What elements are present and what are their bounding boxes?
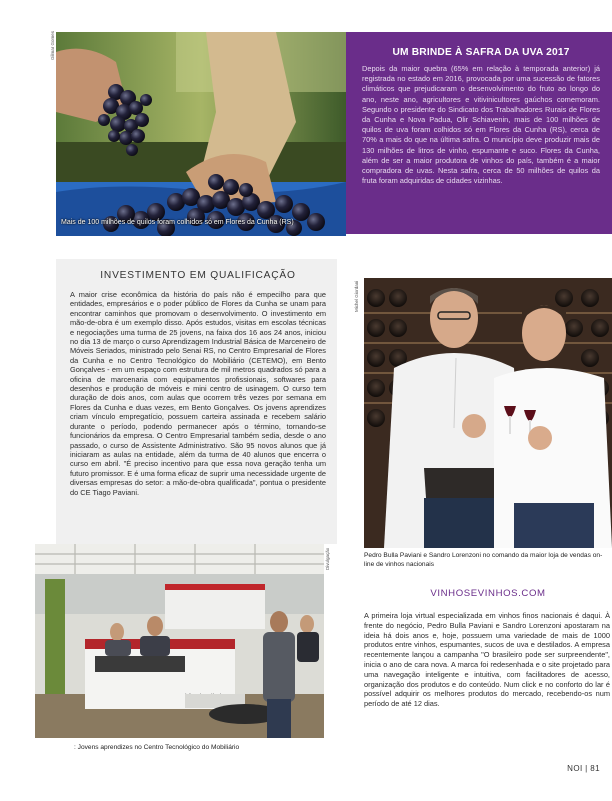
investimento-body-text: A maior crise econômica da história do país não é empecilho para que entidades, empresários e o poder público de Flores da Cunha se unam para encontrar caminhos que promovam o desenvolvimento. O investimento em mão-de-obra é um exemplo disso. Após estudos, visitas em escolas técnicas e negociações uma turma de 25 jovens, na faixa dos 16 aos 24 anos, iniciou no dia 13 de março o curso Aprendizagem Industrial Básica de Marceneiro de Móveis Seriados, ministrado pelo Senai RS, no Centro Empresarial de Flores da Cunha e no Centro Tecnológico do Mobiliário (CETEMO), em Bento Gonçalves - em um espaço com estrutura de mil metros quadrados só para a oficina de marcenaria com equipamentos profissionais, softwares para desenhos e produção de móveis e mini centro de usinagem. O curso tem duração de dois anos, com aulas que ocorrem três vezes por semana em Flores da Cunha e duas vezes, em Bento Gonçalves. Os jovens aprendizes criam vínculo empregatício, possuem carteira assinada e recebem salário durante o período, podendo permanecer após o término, tornando-se funcionários da empresa. O Centro Empresarial também sedia, desde o ano passado, o curso de Assistente Administrativo. São 95 novos alunos que já iniciaram as aulas na entidade, além da turma de 40 alunos que encerra o curso em abril. "É preciso incentivo para que essa nova geração tenha um futuro promissor. E é uma forma eficaz de suprir uma necessidade urgente de diversas empresas do setor: a mão-de-obra qualificada", pontua o presidente do CE Tiago Paviani. xyxy=(70,290,326,497)
page-number: NOI | 81 xyxy=(567,764,600,773)
grapes-photo-caption: Mais de 100 milhões de quilos foram colhidos só em Flores da Cunha (RS) xyxy=(61,219,294,226)
safra-title: UM BRINDE À SAFRA DA UVA 2017 xyxy=(392,47,570,58)
investimento-title: INVESTIMENTO EM QUALIFICAÇÃO xyxy=(100,270,296,281)
wine-owners-photo-credit: Michel Giordani xyxy=(354,280,359,312)
factory-photo-credit: Divulgação xyxy=(325,547,330,570)
factory-photo-caption: : Jovens aprendizes no Centro Tecnológico do Mobiliário xyxy=(74,744,240,751)
wine-owners-photo xyxy=(364,278,612,548)
grapes-harvest-photo xyxy=(56,32,346,236)
vinhos-body-text: A primeira loja virtual especializada em vinhos finos nacionais é daqui. À frente do negócio, Pedro Bulla Paviani e Sandro Lorenzoni apostaram na ideia há dois anos e, hoje, possuem uma variedade de mais de 1000 produtos entre vinhos, espumantes, sucos de uva e destilados. A empresa recentemente lançou a campanha "O brasileiro pode ser surpreendente", inicia o ano de cara nova. A marca foi redesenhada e o site projetado para uma navegação inteligente e intuitiva, com facilitadores de acesso, organização dos produtos e do conteúdo. Num click e no conforto do lar é possível adquirir os melhores produtos do mercado, recebendo-os num período de até 12 dias. xyxy=(364,611,610,709)
safra-sidebar-box xyxy=(346,32,612,234)
safra-body-text: Depois da maior quebra (65% em relação à temporada anterior) já registrada no estado em 2016, provocada por uma sucessão de fatores climáticos que prejudicaram o desenvolvimento do fruto ao longo do ano, neste ano, agricultores e vitivinicultores gaúchos comemoram. Segundo o presidente do Sindicato dos Trabalhadores Rurais de Flores da Cunha e Nova Padua, Olir Schiavenin, mais de 100 milhões de quilos de uva foram colhidos só em Flores da Cunha (RS), cerca de 70% a mais do que na última safra. O município deve produzir mais de 130 milhões de litros de vinho, espumante e suco. Flores da Cunha, além de ser a maior produtora de vinhos do país, também é a maior compradora de uvas. Nesta safra, cerca de 50 milhões de quilos da fruta foram adquiridas de cidades vizinhas. xyxy=(362,64,600,186)
grapes-photo-credit: Gilmar Gomes xyxy=(50,30,55,60)
investimento-section xyxy=(56,259,337,544)
vinhos-title: VINHOSEVINHOS.COM xyxy=(430,588,546,599)
wine-owners-photo-caption: Pedro Bulla Paviani e Sandro Lorenzoni no comando da maior loja de vendas on-line de vinhos nacionais xyxy=(364,552,603,568)
factory-apprentices-photo xyxy=(35,544,324,738)
